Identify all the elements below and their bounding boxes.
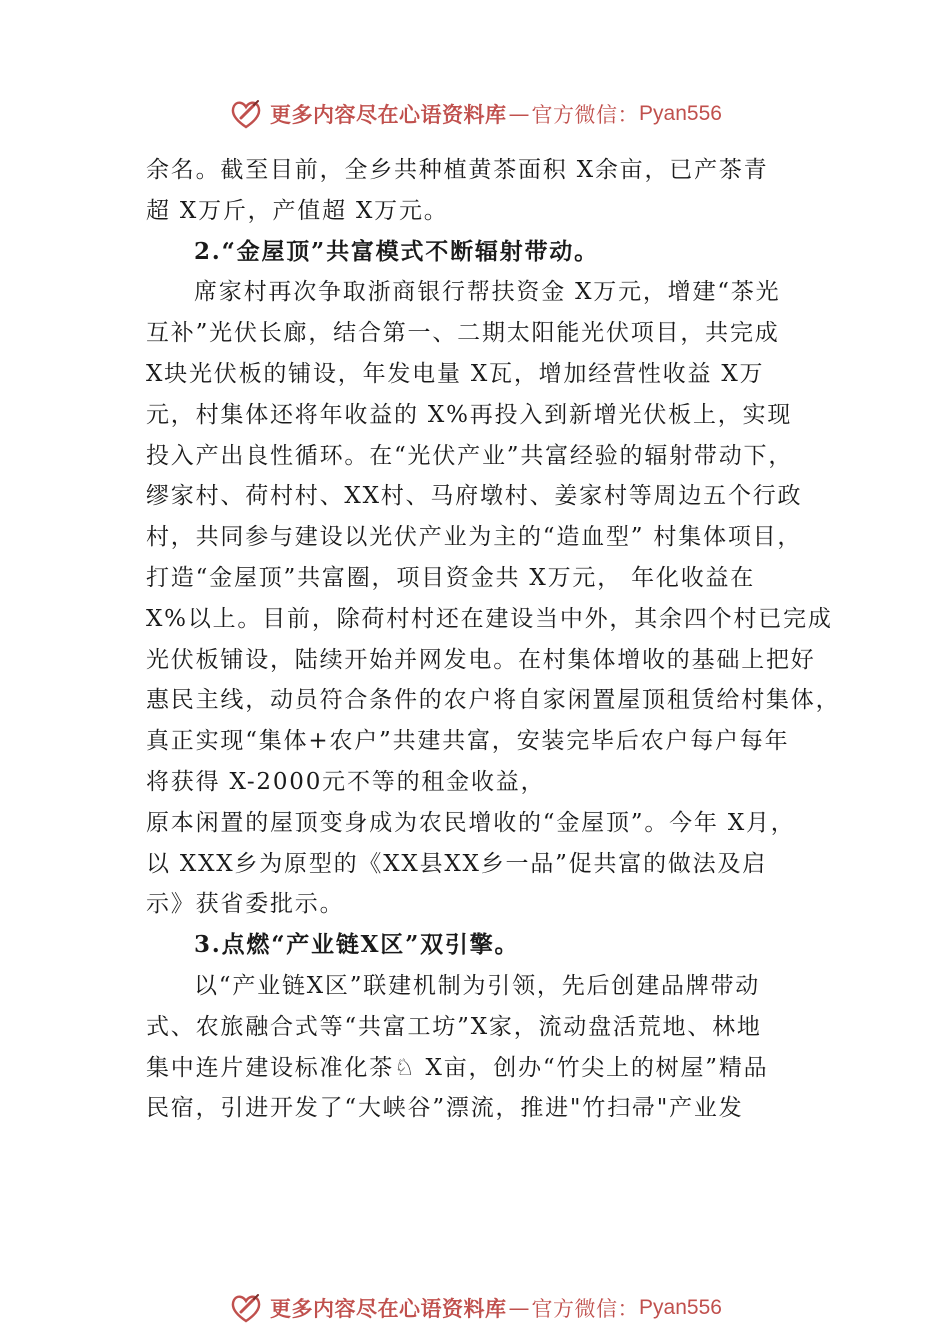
paragraph-line: 以 XXX乡为原型的《XX县XX乡一品”促共富的做法及启	[146, 850, 768, 877]
paragraph-line: 缪家村、荷村村、XX村、马府墩村、姜家村等周边五个行政	[146, 483, 803, 510]
banner-wechat-id: Pyan556	[639, 102, 722, 125]
paragraph-line: 打造“金屋顶”共富圈，项目资金共 X万元， 年化收益在	[146, 564, 756, 591]
paragraph-line: 真正实现“集体+农户”共建共富，安装完毕后农户每户每年	[146, 728, 790, 755]
paragraph-line: 将获得 X-2000元不等的租金收益，	[146, 768, 546, 795]
paragraph-line: 村，共同参与建设以光伏产业为主的“造血型” 村集体项目，	[146, 524, 803, 551]
heart-brush-logo-icon	[228, 1290, 264, 1326]
paragraph-line: X块光伏板的铺设，年发电量 X瓦，增加经营性收益 X万	[146, 360, 765, 387]
paragraph-line: 式、农旅融合式等“共富工坊”X家，流动盘活荒地、林地	[146, 1013, 762, 1040]
paragraph-line: 原本闲置的屋顶变身成为农民增收的“金屋顶”。今年 X月，	[146, 809, 796, 836]
banner-wechat-label: 官方微信：	[531, 103, 640, 127]
paragraph-line: 余名。截至目前，全乡共种植黄茶面积 X余亩，已产茶青	[146, 157, 769, 183]
paragraph-line: 投入产出良性循环。在“光伏产业”共富经验的辐射带动下，	[146, 442, 794, 469]
paragraph-line: 互补”光伏长廊，结合第一、二期太阳能光伏项目，共完成	[146, 320, 780, 347]
paragraph-line: X%以上。目前，除荷村村还在建设当中外，其余四个村已完成	[146, 605, 833, 632]
footer-watermark-banner	[0, 1288, 950, 1328]
paragraph-line: 元，村集体还将年收益的 X%再投入到新增光伏板上，实现	[146, 401, 793, 428]
banner-separator: —	[508, 102, 530, 126]
banner-wechat-id: Pyan556	[639, 1296, 722, 1319]
paragraph-line: 惠民主线，动员符合条件的农户将自家闲置屋顶租赁给村集体，	[146, 687, 841, 714]
section-heading: 3.点燃“产业链X区”双引擎。	[194, 931, 520, 959]
paragraph-line: 民宿，引进开发了“大峡谷”漂流，推进"竹扫帚"产业发	[146, 1095, 744, 1122]
paragraph-line: 光伏板铺设，陆续开始并网发电。在村集体增收的基础上把好	[146, 646, 816, 673]
section-heading: 2.“金屋顶”共富模式不断辐射带动。	[194, 237, 599, 265]
paragraph-line: 席家村再次争取浙商银行帮扶资金 X万元，增建“茶光	[194, 279, 781, 306]
paragraph-line: 集中连片建设标准化茶♘ X亩，创办“竹尖上的树屋”精品	[146, 1054, 769, 1081]
header-watermark-banner	[0, 94, 950, 134]
banner-library-text: 更多内容尽在心语资料库	[270, 1297, 507, 1321]
banner-wechat-label: 官方微信：	[531, 1297, 640, 1321]
banner-separator: —	[508, 1296, 530, 1320]
heart-brush-logo-icon	[228, 96, 264, 132]
banner-library-text: 更多内容尽在心语资料库	[270, 103, 507, 127]
paragraph-line: 示》获省委批示。	[146, 891, 345, 918]
document-body	[146, 150, 841, 1129]
paragraph-line: 超 X万斤，产值超 X万元。	[146, 197, 449, 224]
paragraph-line: 以“产业链X区”联建机制为引领，先后创建品牌带动	[194, 972, 761, 999]
